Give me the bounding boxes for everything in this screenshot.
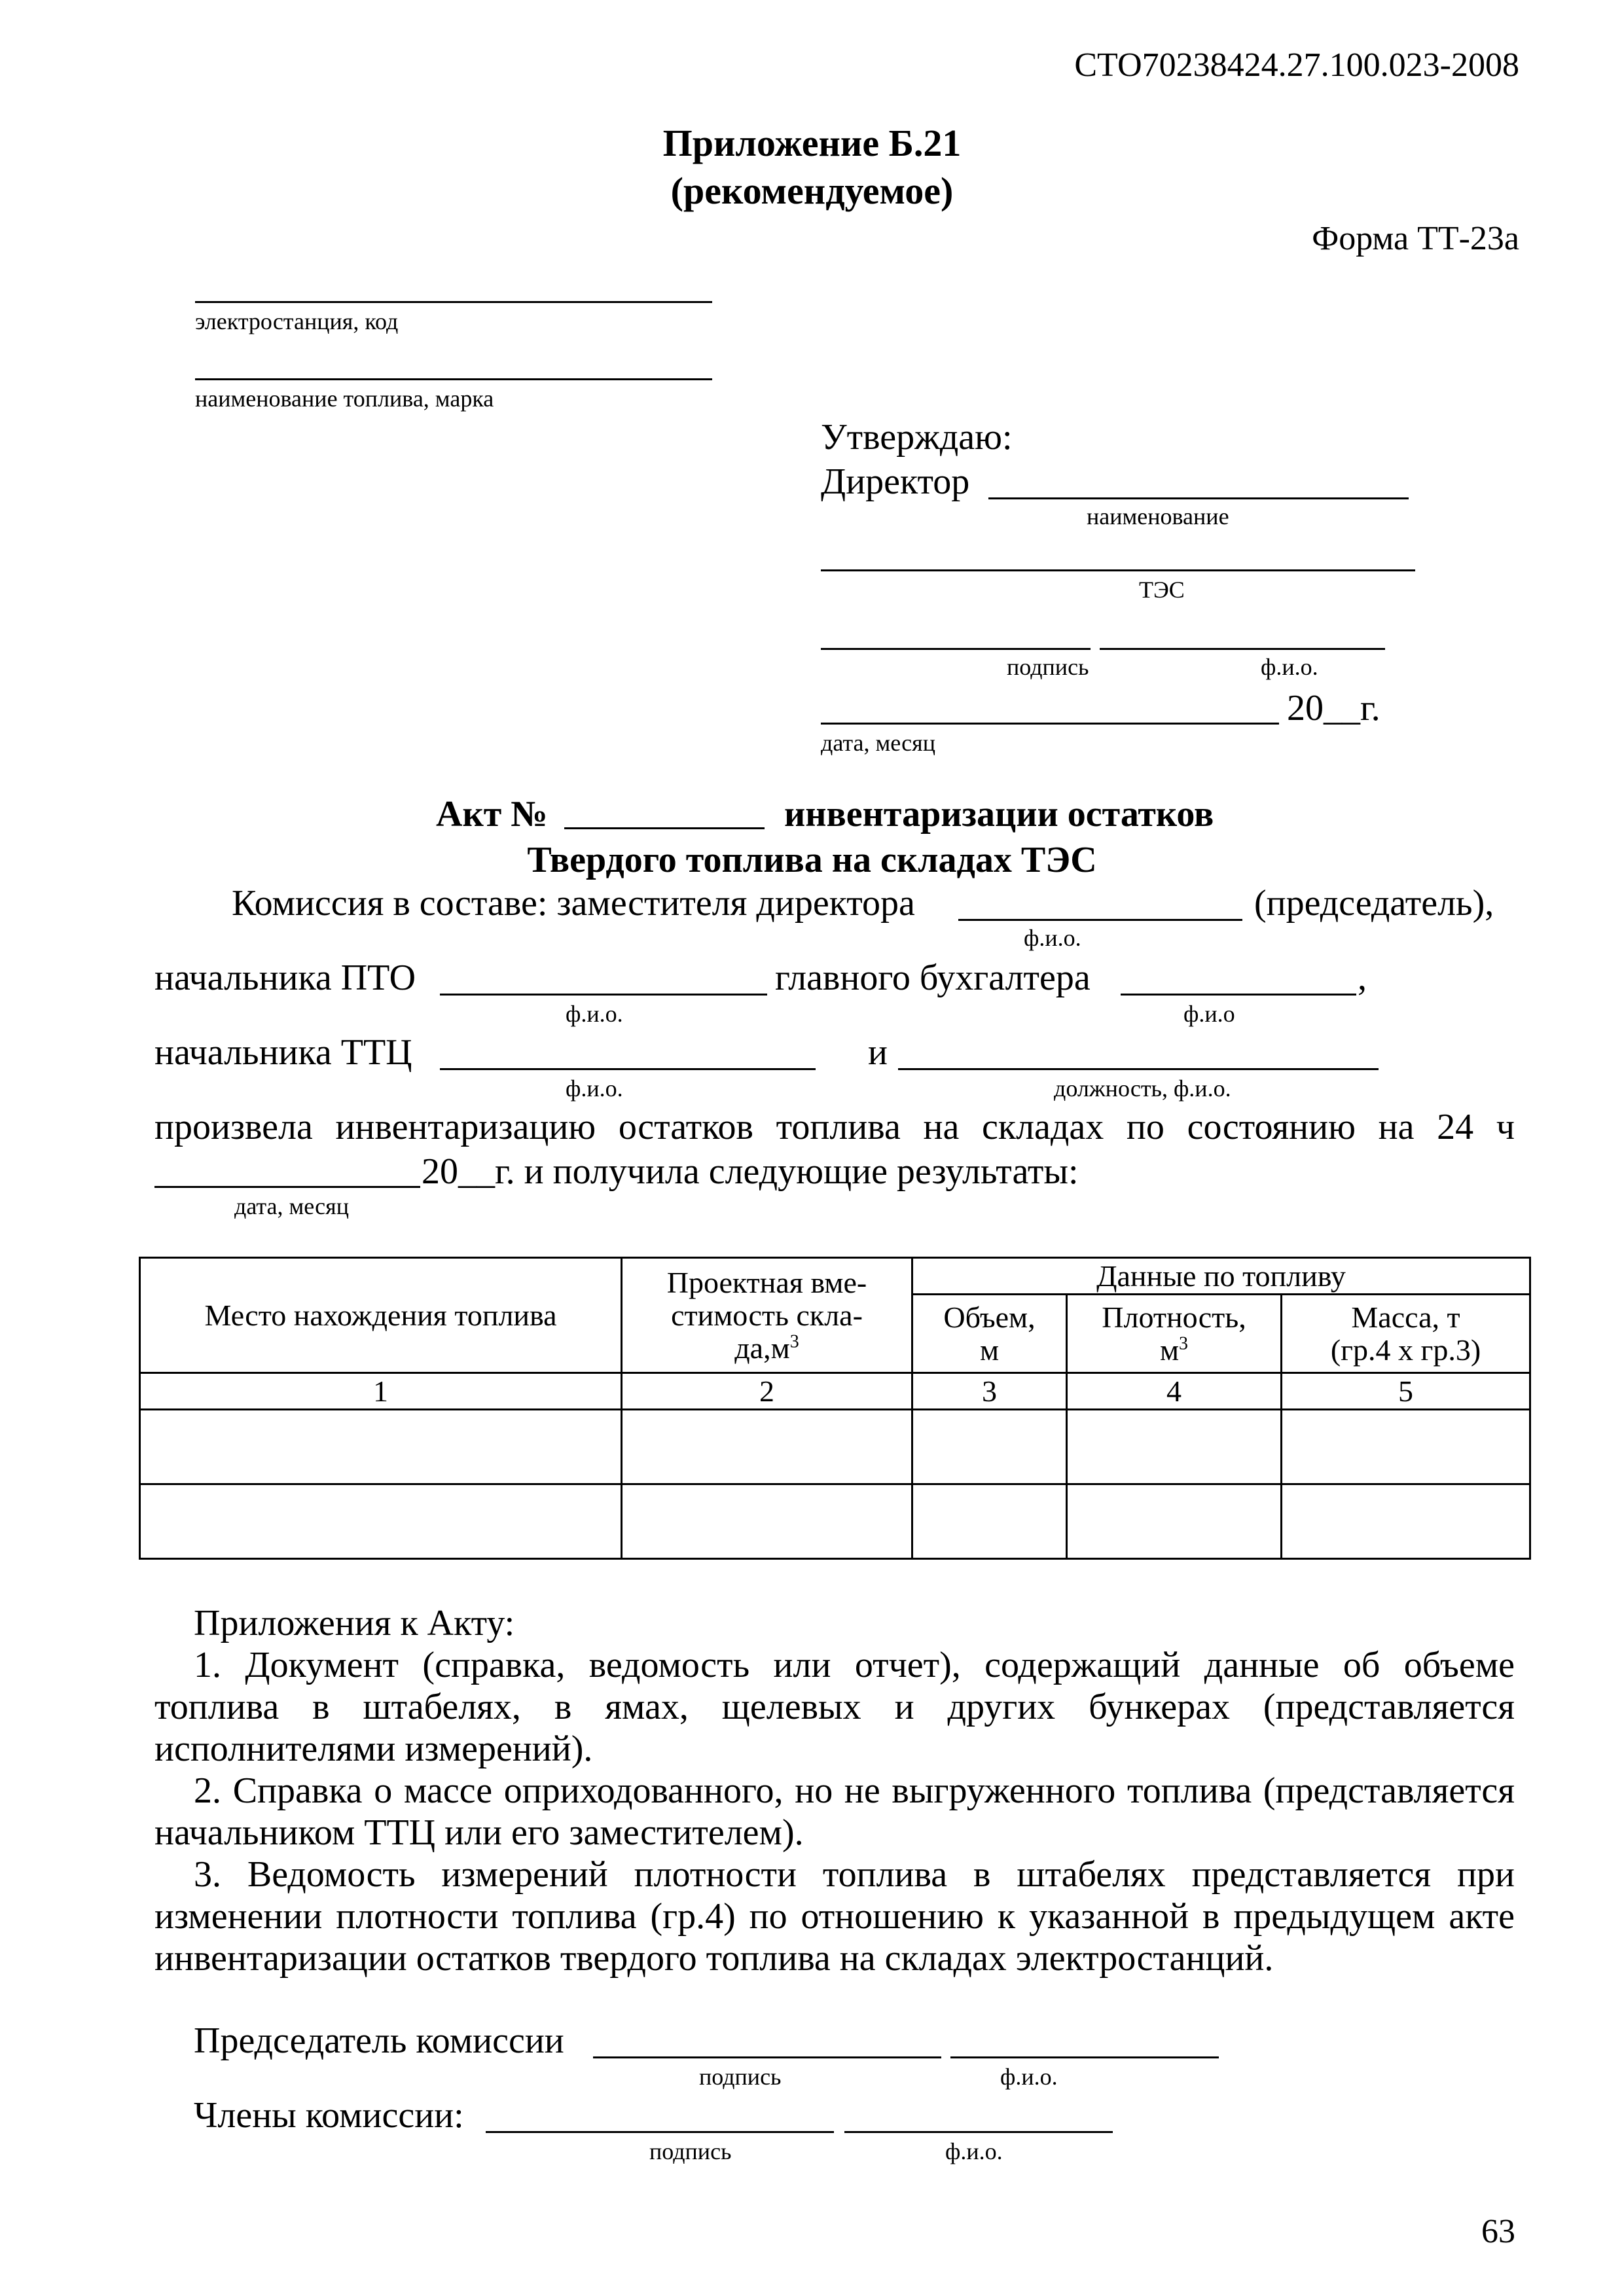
attachment-item-3: 3. Ведомость измерений плотности топлива в штабелях представляется при изменении плотности топлива (гр.4) по отношению к указанной в предыдущем акте инвентаризации остатков твердого топлива на складах электростанций. bbox=[154, 1854, 1515, 1979]
act-title-prefix: Акт № bbox=[436, 794, 548, 834]
accountant-label: главного бухгалтера bbox=[775, 958, 1091, 998]
performed-text: произвела инвентаризацию остатков топлива на складах по состоянию на 24 ч bbox=[154, 1107, 1515, 1147]
appendix-note: (рекомендуемое) bbox=[670, 170, 954, 212]
table-cell[interactable] bbox=[1282, 1484, 1530, 1559]
pto-field[interactable] bbox=[440, 994, 767, 996]
member-signature-caption: подпись bbox=[649, 2138, 732, 2164]
table-cell[interactable] bbox=[1067, 1410, 1282, 1484]
results-date-field[interactable] bbox=[154, 1186, 420, 1188]
deputy-director-field[interactable] bbox=[958, 919, 1242, 921]
col-number: 5 bbox=[1282, 1373, 1530, 1410]
member-fio-caption: ф.и.о. bbox=[945, 2138, 1003, 2164]
tes-field[interactable] bbox=[821, 569, 1415, 571]
fuel-caption: наименование топлива, марка bbox=[195, 386, 494, 412]
header-location: Место нахождения топлива bbox=[140, 1258, 622, 1373]
director-name-field[interactable] bbox=[988, 497, 1409, 499]
col-number: 3 bbox=[912, 1373, 1067, 1410]
ttc-field[interactable] bbox=[440, 1068, 816, 1070]
appendix-title: Приложение Б.21 bbox=[662, 122, 962, 164]
chairman-signature-caption: подпись bbox=[699, 2064, 782, 2090]
position-caption: должность, ф.и.о. bbox=[1054, 1075, 1231, 1102]
and-label: и bbox=[868, 1032, 888, 1073]
pto-label: начальника ПТО bbox=[154, 958, 416, 998]
director-label: Директор bbox=[821, 461, 970, 502]
attachment-item-1: 1. Документ (справка, ведомость или отчет), содержащий данные об объеме топлива в штабелях, в ямах, щелевых и других бункерах (представляется исполнителями измерений). bbox=[154, 1645, 1515, 1769]
attachments-heading: Приложения к Акту: bbox=[194, 1603, 515, 1643]
table-cell[interactable] bbox=[140, 1484, 622, 1559]
results-date-caption: дата, месяц bbox=[234, 1193, 349, 1219]
chairman-fio-caption: ф.и.о. bbox=[1000, 2064, 1058, 2090]
header-volume: Объем, м bbox=[912, 1295, 1067, 1373]
table-row bbox=[140, 1484, 1530, 1559]
header-density: Плотность, $м^3$ bbox=[1067, 1295, 1282, 1373]
tes-caption: ТЭС bbox=[1139, 577, 1185, 603]
approve-label: Утверждаю: bbox=[821, 417, 1013, 457]
table-cell[interactable] bbox=[1067, 1484, 1282, 1559]
header-mass: Масса, т (гр.4 х гр.3) bbox=[1282, 1295, 1530, 1373]
ttc-label: начальника ТТЦ bbox=[154, 1032, 412, 1073]
col-number: 1 bbox=[140, 1373, 622, 1410]
act-number-field[interactable] bbox=[564, 827, 765, 829]
results-text: 20__г. и получила следующие результаты: bbox=[422, 1151, 1079, 1192]
director-signature-field[interactable] bbox=[821, 648, 1091, 650]
table-row bbox=[140, 1410, 1530, 1484]
header-capacity: Проектная вме- стимость скла- $да,м^3$ bbox=[622, 1258, 912, 1373]
chairman-note: (председатель), bbox=[1254, 883, 1494, 924]
table-cell[interactable] bbox=[622, 1410, 912, 1484]
col-number: 4 bbox=[1067, 1373, 1282, 1410]
chairman-fio-field[interactable] bbox=[950, 2056, 1219, 2058]
commission-intro: Комиссия в составе: заместителя директора bbox=[232, 883, 915, 924]
name-caption: наименование bbox=[1087, 503, 1229, 529]
table-cell[interactable] bbox=[1282, 1410, 1530, 1484]
table-cell[interactable] bbox=[912, 1484, 1067, 1559]
approval-date-caption: дата, месяц bbox=[821, 730, 935, 756]
standard-code: СТО70238424.27.100.023-2008 bbox=[1074, 46, 1519, 84]
accountant-field[interactable] bbox=[1121, 994, 1356, 996]
comma: , bbox=[1358, 958, 1367, 998]
members-label: Члены комиссии: bbox=[194, 2095, 464, 2136]
fuel-field[interactable] bbox=[195, 378, 712, 380]
fio-caption: ф.и.о. bbox=[1261, 654, 1318, 680]
chairman-signature-field[interactable] bbox=[593, 2056, 941, 2058]
chairman-label: Председатель комиссии bbox=[194, 2020, 564, 2061]
approval-date-field[interactable] bbox=[821, 723, 1279, 725]
table-cell[interactable] bbox=[912, 1410, 1067, 1484]
fio-caption-3: ф.и.о bbox=[1183, 1001, 1235, 1027]
signature-caption: подпись bbox=[1007, 654, 1089, 680]
member-signature-field[interactable] bbox=[486, 2131, 834, 2133]
station-field[interactable] bbox=[195, 301, 712, 303]
col-number: 2 bbox=[622, 1373, 912, 1410]
approval-year: 20__г. bbox=[1287, 688, 1380, 728]
fio-caption-1: ф.и.о. bbox=[1024, 925, 1081, 951]
member-position-field[interactable] bbox=[898, 1068, 1379, 1070]
act-title-line2: Твердого топлива на складах ТЭС bbox=[527, 840, 1097, 880]
header-fuel-group: Данные по топливу bbox=[912, 1258, 1530, 1295]
member-fio-field[interactable] bbox=[844, 2131, 1113, 2133]
act-title-suffix: инвентаризации остатков bbox=[784, 794, 1214, 834]
inventory-table bbox=[139, 1257, 1531, 1560]
fio-caption-2: ф.и.о. bbox=[566, 1001, 623, 1027]
attachment-item-2: 2. Справка о массе оприходованного, но не выгруженного топлива (представляется начальником ТТЦ или его заместителем). bbox=[154, 1770, 1515, 1853]
form-name: Форма ТТ-23а bbox=[1312, 220, 1519, 257]
director-fio-field[interactable] bbox=[1100, 648, 1385, 650]
table-cell[interactable] bbox=[622, 1484, 912, 1559]
page-number: 63 bbox=[1481, 2213, 1515, 2250]
station-caption: электростанция, код bbox=[195, 308, 399, 334]
fio-caption-4: ф.и.о. bbox=[566, 1075, 623, 1102]
table-cell[interactable] bbox=[140, 1410, 622, 1484]
